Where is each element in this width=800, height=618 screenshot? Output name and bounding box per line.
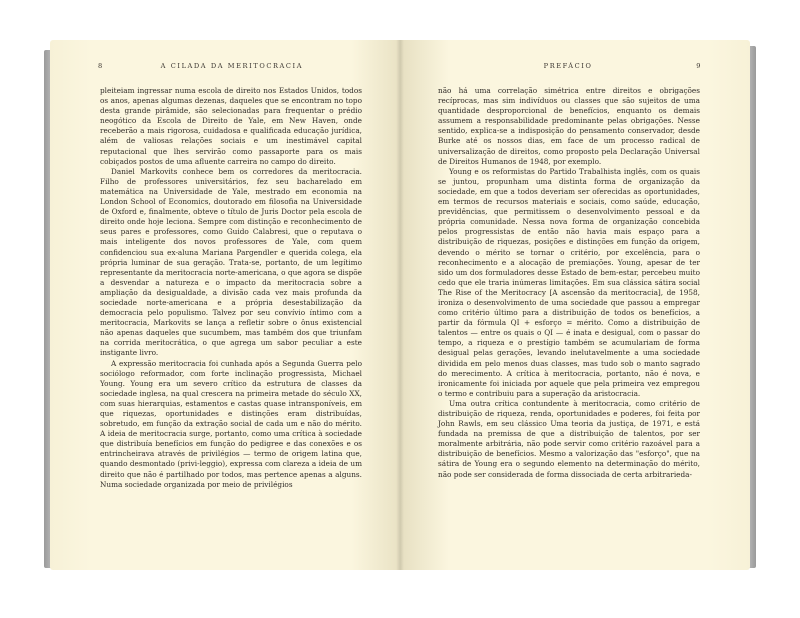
right-paragraph-2: Young e os reformistas do Partido Trabalhista inglês, com os quais se juntou, propunham uma distinta forma de organização da sociedade, em que a todos deveriam ser oferecidas as oportunidades, em termos de recursos materiais e sociais, como saúde, educação, previdências, que permitissem o desenvolvimento pessoal e da própria comunidade. Nessa nova forma de organização concebida pelos progressistas de então não havia mais espaço para a distribuição de riquezas, posições e distinções em função da origem, devendo o mérito se tornar o critério, por excelência, para o reconhecimento e a alocação de premiações. Young, apesar de ter sido um dos formuladores desse Estado de bem-estar, percebeu muito cedo que ele traria inúmeras limitações. Em sua clássica sátira social The Rise of the Meritocracy [A ascensão da meritocracia], de 1958, ironiza o desenvolvimento de uma sociedade que passou a empregar como critério último para a distribuição de todos os benefícios, a partir da fórmula QI + esforço = mérito. Como a distribuição de talentos — entre os quais o QI — é inata e desigual, com o passar do tempo, a riqueza e o prestígio também se acumulariam de forma desigual pelas gerações, levando inelutavelmente a uma sociedade dividida em pelo menos duas classes, mas tudo sob o manto sagrado do merecimento. A crítica à meritocracia, portanto, não é nova, e ironicamente foi iniciada por aquele que pela primeira vez empregou o termo e contribuiu para a superação da aristocracia. [438, 166, 700, 398]
left-page [50, 40, 400, 570]
left-running-head [98, 62, 360, 70]
right-paragraph-3: Uma outra crítica contundente à meritocracia, como critério de distribuição de riqueza, renda, oportunidades e poderes, foi feita por John Rawls, em seu clássico Uma teoria da justiça, de 1971, e está fundada na premissa de que a distribuição de talentos, por ser moralmente arbitrária, não pode servir como critério razoável para a distribuição de benefícios. Mesmo a valorização das "esforço", que na sátira de Young era o segundo elemento na determinação do mérito, não pode ser considerada de forma dissociada de certa arbitrarieda- [438, 398, 700, 479]
left-page-text [100, 86, 362, 490]
left-page-number: 8 [98, 62, 104, 70]
right-running-head [440, 62, 702, 70]
open-book [50, 40, 750, 570]
left-paragraph-2: Daniel Markovits conhece bem os corredores da meritocracia. Filho de professores universitários, fez seu bacharelado em matemática na Universidade de Yale, mestrado em economia na London School of Economics, doutorado em filosofia na Universidade de Oxford e, finalmente, obteve o título de Juris Doctor pela escola de direito onde hoje leciona. Sempre com distinção e reconhecimento de seus pares e professores, como Guido Calabresi, que o reputava o mais inteligente dos novos professores de Yale, com quem confidenciou sua ex-aluna Mariana Pargendler e querida colega, ela própria luminar de sua geração. Trata-se, portanto, de um legítimo representante da meritocracia norte-americana, o que agora se dispõe a desvendar a natureza e o impacto da meritocracia sobre a ampliação da desigualdade, a divisão cada vez mais profunda da sociedade norte-americana e a própria desestabilização da democracia pelo populismo. Talvez por seu convívio íntimo com a meritocracia, Markovits se lança a refletir sobre o ônus existencial não apenas daqueles que sucumbem, mas também dos que triunfam na corrida meritocrática, o que agrega um sabor peculiar a este instigante livro. [100, 166, 362, 358]
book-spine-gutter [396, 40, 404, 570]
left-paragraph-3: A expressão meritocracia foi cunhada após a Segunda Guerra pelo sociólogo reformador, com forte inclinação progressista, Michael Young. Young era um severo crítico da estrutura de classes da sociedade inglesa, na qual crescera na primeira metade do século XX, com suas hierarquias, estamentos e castas quase intransponíveis, em que riquezas, oportunidades e distinções eram distribuídas, sobretudo, em função da extração social de cada um e não do mérito. A ideia de meritocracia surge, portanto, como uma crítica à sociedade que distribuía benefícios em função do pedigree e das conexões e os entrincheirava através de privilégios — termo de origem latina que, quando desmontado (privi-leggio), expressa com clareza a ideia de um direito que não é partilhado por todos, mas pertence apenas a alguns. Numa sociedade organizada por meio de privilégios [100, 358, 362, 489]
right-page-number: 9 [696, 62, 702, 70]
right-paragraph-1: não há uma correlação simétrica entre direitos e obrigações recíprocas, mas sim indivíduos ou classes que são sujeitos de uma quantidade desproporcional de benefícios, enquanto os demais assumem a responsabilidade predominante pelas obrigações. Nesse sentido, explica-se a indisposição do pensamento conservador, desde Burke até os nossos dias, em face de um processo radical de universalização de direitos, como proposto pela Declaração Universal de Direitos Humanos de 1948, por exemplo. [438, 86, 700, 166]
left-paragraph-1: pleiteiam ingressar numa escola de direito nos Estados Unidos, todos os anos, apenas algumas dezenas, daqueles que se encontram no topo desta grande pirâmide, são selecionadas para frequentar o prédio neogótico da Escola de Direito de Yale, em New Haven, onde receberão a mais rigorosa, cuidadosa e qualificada educação jurídica, além de valiosas relações sociais e um inestimável capital reputacional que lhes servirão como passaporte para os mais cobiçados postos de uma afluente carreira no campo do direito. [100, 86, 362, 166]
right-running-title: PREFÁCIO [543, 62, 593, 70]
right-page-text [438, 86, 700, 480]
right-page [400, 40, 750, 570]
left-running-title: A CILADA DA MERITOCRACIA [160, 62, 304, 70]
